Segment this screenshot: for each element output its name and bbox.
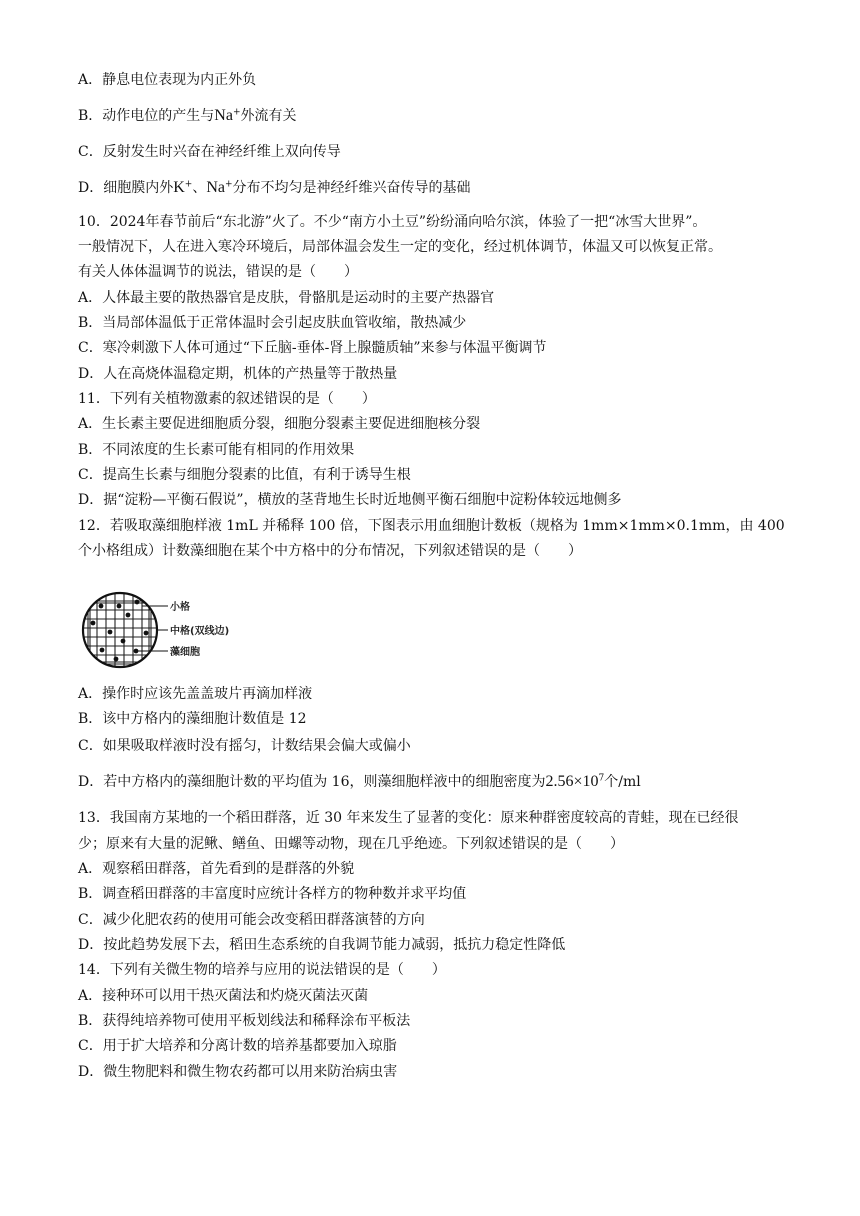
q12-option-c: C．如果吸取样液时没有摇匀，计数结果会偏大或偏小	[78, 738, 411, 754]
hemocytometer-figure	[76, 590, 256, 670]
q14-option-b: B．获得纯培养物可使用平板划线法和稀释涂布平板法	[78, 1013, 411, 1029]
q9-option-c: C．反射发生时兴奋在神经纤维上双向传导	[78, 144, 341, 160]
q12-stem-line-1: 12．若吸取藻细胞样液 1mL 并稀释 100 倍，下图表示用血细胞计数板（规格为 1mm×1mm×0.1mm，由 400	[78, 518, 785, 534]
q11-option-b: B．不同浓度的生长素可能有相同的作用效果	[78, 442, 355, 458]
q11-stem: 11．下列有关植物激素的叙述错误的是（ ）	[78, 391, 376, 407]
q10-option-c: C．寒冷刺激下人体可通过“下丘脑-垂体-肾上腺髓质轴”来参与体温平衡调节	[78, 340, 547, 356]
q13-option-a: A．观察稻田群落，首先看到的是群落的外貌	[78, 861, 355, 877]
q9-option-d-text: D．细胞膜内外	[78, 180, 174, 196]
potassium-ion: K	[173, 179, 185, 196]
figure-label-medium-square: 中格(双线边)	[170, 626, 230, 637]
q13-option-c: C．减少化肥农药的使用可能会改变稻田群落演替的方向	[78, 912, 425, 928]
q13-option-b: B．调查稻田群落的丰富度时应统计各样方的物种数并求平均值	[78, 886, 467, 902]
q12-stem-line-2: 个小格组成）计数藻细胞在某个中方格中的分布情况，下列叙述错误的是（ ）	[78, 543, 582, 559]
sodium-ion: Na	[206, 179, 225, 196]
q9-option-a: A．静息电位表现为内正外负	[78, 72, 257, 88]
q10-option-a: A．人体最主要的散热器官是皮肤，骨骼肌是运动时的主要产热器官	[78, 290, 495, 306]
q10-stem-line-2: 一般情况下，人在进入寒冷环境后，局部体温会发生一定的变化，经过机体调节，体温又可以恢复正常。	[78, 239, 722, 255]
q13-option-d: D．按此趋势发展下去，稻田生态系统的自我调节能力减弱，抵抗力稳定性降低	[78, 937, 566, 953]
q14-option-d: D．微生物肥料和微生物农药都可以用来防治病虫害	[78, 1064, 398, 1080]
q10-stem-line-1: 10．2024年春节前后“东北游”火了。不少“南方小土豆”纷纷涌向哈尔滨，体验了一把“冰雪大世界”。	[78, 214, 707, 230]
q14-stem: 14．下列有关微生物的培养与应用的说法错误的是（ ）	[78, 962, 446, 978]
separator: 、	[192, 180, 207, 196]
sodium-ion: Na	[214, 107, 233, 124]
q13-stem-line-1: 13．我国南方某地的一个稻田群落，近 30 年来发生了显著的变化：原来种群密度较高的青蛙，现在已经很	[78, 810, 739, 826]
q11-option-a: A．生长素主要促进细胞质分裂，细胞分裂素主要促进细胞核分裂	[78, 416, 481, 432]
q12-option-d	[78, 772, 641, 792]
q13-stem-line-2: 少；原来有大量的泥鳅、鳝鱼、田螺等动物，现在几乎绝迹。下列叙述错误的是（ ）	[78, 836, 624, 852]
cell-density-value: 2.56×10	[545, 773, 599, 790]
q9-option-d-text-end: 分布不均匀是神经纤维兴奋传导的基础	[232, 180, 471, 196]
figure-label-algae-cell: 藻细胞	[170, 647, 200, 658]
q12-option-d-text: D．若中方格内的藻细胞计数的平均值为 16，则藻细胞样液中的细胞密度为	[78, 774, 546, 790]
q10-stem-line-3: 有关人体体温调节的说法，错误的是（ ）	[78, 264, 358, 280]
q10-option-d: D．人在高烧体温稳定期，机体的产热量等于散热量	[78, 366, 398, 382]
q14-option-a: A．接种环可以用干热灭菌法和灼烧灭菌法灭菌	[78, 988, 369, 1004]
q12-option-d-unit: 个/ml	[604, 774, 641, 790]
q9-option-b-text: B．动作电位的产生与	[78, 108, 215, 124]
q9-option-b	[78, 106, 297, 126]
q10-option-b: B．当局部体温低于正常体温时会引起皮肤血管收缩，散热减少	[78, 315, 467, 331]
q11-option-c: C．提高生长素与细胞分裂素的比值，有利于诱导生根	[78, 467, 411, 483]
q12-option-b: B．该中方格内的藻细胞计数值是 12	[78, 711, 307, 727]
q9-option-b-text-end: 外流有关	[240, 108, 297, 124]
exponent: 7	[598, 773, 605, 784]
grid-view	[76, 590, 166, 670]
charge-plus: +	[184, 179, 193, 190]
charge-plus: +	[225, 179, 233, 190]
q11-option-d: D．据“淀粉—平衡石假说”，横放的茎背地生长时近地侧平衡石细胞中淀粉体较远地侧多	[78, 492, 622, 508]
q14-option-c: C．用于扩大培养和分离计数的培养基都要加入琼脂	[78, 1038, 397, 1054]
q12-option-a: A．操作时应该先盖盖玻片再滴加样液	[78, 686, 313, 702]
q9-option-d	[78, 178, 471, 198]
figure-label-small-square: 小格	[170, 602, 190, 613]
charge-plus: +	[232, 107, 241, 118]
